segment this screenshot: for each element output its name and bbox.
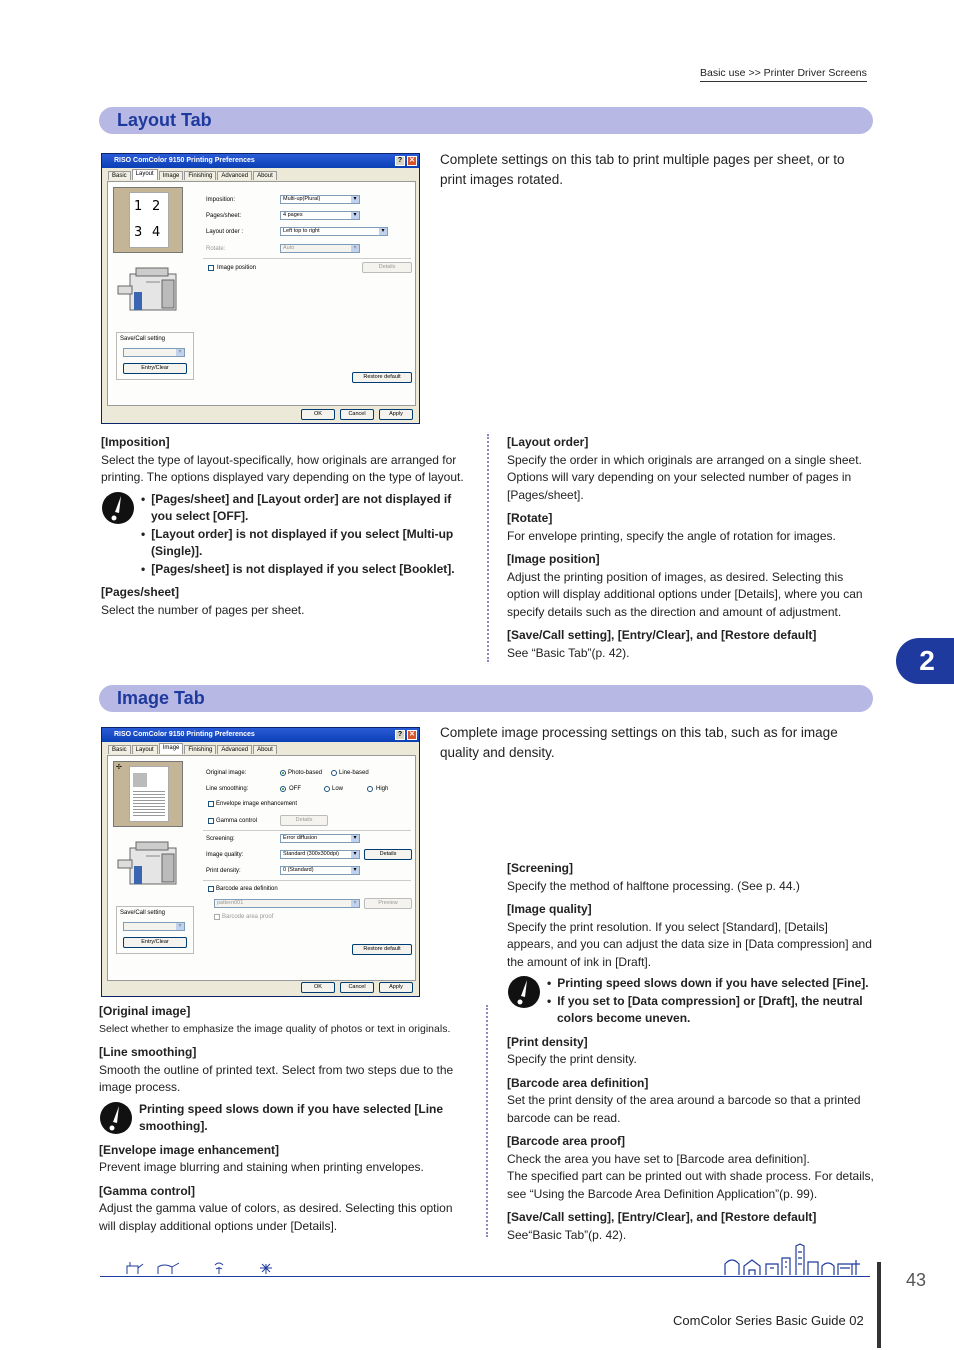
save-call-group <box>116 332 194 380</box>
printer-icon <box>116 836 186 891</box>
barcode-proof-heading: [Barcode area proof] <box>507 1134 626 1148</box>
note-list <box>547 975 875 1028</box>
preview-photo <box>133 773 147 787</box>
image-quality-text: Specify the print resolution. If you select [Standard], [Details] appears, and you can adjust the data size in [Data compression] and the amount of ink in [Draft]. <box>507 919 872 969</box>
footer-vertical-bar <box>877 1262 881 1348</box>
gamma-text: Adjust the gamma value of colors, as desired. Selecting this option will display additional options under [Details]. <box>99 1201 453 1233</box>
footer-animals-illustration <box>124 1258 284 1276</box>
dialog-titlebar <box>102 154 419 168</box>
tab-advanced: Advanced <box>217 171 252 180</box>
high-radio <box>367 786 373 792</box>
tab-layout: Layout <box>132 169 158 180</box>
section-header-layout <box>99 107 873 134</box>
quality-details-button: Details <box>364 849 412 860</box>
apply-button: Apply <box>379 409 413 420</box>
line-smoothing-heading: [Line smoothing] <box>99 1045 197 1059</box>
entry-clear-button: Entry/Clear <box>123 937 187 948</box>
footer-rule <box>100 1276 870 1277</box>
line-smoothing-text: Smooth the outline of printed text. Select from two steps due to the image process. <box>99 1062 454 1094</box>
envelope-heading: [Envelope image enhancement] <box>99 1142 280 1157</box>
layout-dialog-screenshot <box>101 153 420 424</box>
barcode-proof-label: Barcode area proof <box>222 914 274 920</box>
rotate-text: For envelope printing, specify the angle of rotation for images. <box>507 528 836 543</box>
photo-radio <box>280 770 286 776</box>
tab-finishing: Finishing <box>184 171 216 180</box>
details-button: Details <box>362 262 412 273</box>
dialog-title: RISO ComColor 9150 Printing Preferences <box>114 731 255 738</box>
off-label: OFF <box>289 786 301 792</box>
envelope-label: Envelope image enhancement <box>216 801 298 807</box>
barcode-def-text: Set the print density of the area around a barcode so that a printed barcode can be read. <box>507 1093 861 1125</box>
tab-image: Image <box>159 171 184 180</box>
line-smoothing-label: Line smoothing: <box>206 786 249 792</box>
layout-left-column <box>101 434 473 619</box>
dialog-panel <box>107 755 416 981</box>
image-position-label: Image position <box>217 265 257 271</box>
layout-preview <box>113 187 183 253</box>
layout-order-select: Left top to right ▾ <box>280 227 388 236</box>
pin-icon: ✢ <box>116 764 122 771</box>
restore-default-button: Restore default <box>352 372 412 383</box>
tab-advanced: Advanced <box>217 745 252 754</box>
rotate-heading: [Rotate] <box>507 511 553 525</box>
note-list <box>141 491 473 579</box>
tab-finishing: Finishing <box>184 745 216 754</box>
imposition-text: Select the type of layout-specifically, how originals are arranged for printing. The options displayed vary depending on the type of layout. <box>101 452 464 484</box>
tab-about: About <box>253 745 277 754</box>
image-right-column <box>507 860 875 1244</box>
restore-default-button: Restore default <box>352 944 412 955</box>
imposition-note <box>101 491 473 579</box>
apply-button: Apply <box>379 982 413 993</box>
print-density-heading: [Print density] <box>507 1034 588 1049</box>
save-call-link[interactable]: See“Basic Tab”(p. 42). <box>507 1227 627 1242</box>
dialog-title: RISO ComColor 9150 Printing Preferences <box>114 157 255 164</box>
dialog-tabs <box>108 171 278 180</box>
help-icon: ? <box>395 156 405 166</box>
print-density-label: Print density: <box>206 868 241 874</box>
image-quality-select: Standard (300x300dpi) ▾ <box>280 850 360 859</box>
cancel-button: Cancel <box>340 409 374 420</box>
column-divider <box>487 434 489 662</box>
preview-page: 1 <box>134 199 143 214</box>
close-icon: ✕ <box>407 730 417 740</box>
note-item: • [Layout order] is not displayed if you select [Multi-up (Single)]. <box>141 526 473 561</box>
guide-name: ComColor Series Basic Guide 02 <box>673 1313 864 1328</box>
divider <box>203 880 411 881</box>
screening-select: Error diffusion ▾ <box>280 834 360 843</box>
image-dialog-screenshot <box>101 727 420 997</box>
high-label: High <box>376 786 389 792</box>
layout-intro: Complete settings on this tab to print multiple pages per sheet, or to print images rotated. <box>440 152 845 187</box>
image-position-text: Adjust the printing position of images, as desired. Selecting this option will display additional options under [Details], where you can specify details such as the direction and amount of adjustment. <box>507 569 863 619</box>
dialog-tabs <box>108 745 278 754</box>
save-call-heading: [Save/Call setting], [Entry/Clear], and [Restore default] <box>507 628 817 642</box>
barcode-proof-link[interactable]: The specified part can be printed out with shade process. For details, see “Using the Barcode Area Definition Application”(p. 99). <box>507 1169 874 1201</box>
save-call-heading: [Save/Call setting], [Entry/Clear], and [Restore default] <box>507 1210 817 1224</box>
tab-about: About <box>253 171 277 180</box>
ok-button: OK <box>301 982 335 993</box>
image-position-checkbox <box>208 265 214 271</box>
note-text: Printing speed slows down if you have selected [Line smoothing]. <box>139 1101 444 1133</box>
dialog-panel <box>107 181 416 406</box>
barcode-preview-button: Preview <box>364 898 412 909</box>
original-image-text: Select whether to emphasize the image quality of photos or text in originals. <box>99 1022 451 1035</box>
print-density-text: Specify the print density. <box>507 1052 637 1066</box>
page-number: 43 <box>906 1270 927 1290</box>
divider <box>203 830 411 831</box>
gamma-checkbox <box>208 818 214 824</box>
line-radio <box>331 770 337 776</box>
image-quality-note <box>507 975 875 1028</box>
imposition-label: Imposition: <box>206 197 236 203</box>
gamma-label: Gamma control <box>216 818 258 824</box>
cancel-button: Cancel <box>340 982 374 993</box>
image-left-column <box>99 1003 471 1235</box>
entry-clear-button: Entry/Clear <box>123 363 187 374</box>
divider <box>203 258 411 259</box>
printer-icon <box>116 262 186 317</box>
preview-sheet <box>129 766 169 822</box>
original-image-label: Original image: <box>206 770 247 776</box>
rotate-select: Auto ▾ <box>280 244 360 253</box>
image-quality-heading: [Image quality] <box>507 902 592 916</box>
gamma-heading: [Gamma control] <box>99 1183 196 1198</box>
envelope-text: Prevent image blurring and staining when printing envelopes. <box>99 1160 424 1174</box>
note-item: • Printing speed slows down if you have selected [Fine]. <box>547 975 875 993</box>
help-icon: ? <box>395 730 405 740</box>
barcode-select: pattern001 ▾ <box>214 899 360 908</box>
original-image-heading: [Original image] <box>99 1004 191 1018</box>
barcode-proof-checkbox <box>214 914 220 920</box>
image-intro: Complete image processing settings on this tab, such as for image quality and density. <box>440 725 838 760</box>
screening-text: Specify the method of halftone processing. (See p. 44.) <box>507 878 800 893</box>
image-preview <box>113 761 183 827</box>
low-label: Low <box>332 786 344 792</box>
save-call-label: Save/Call setting <box>120 336 166 342</box>
photo-label: Photo-based <box>288 770 323 776</box>
column-divider <box>486 1005 488 1237</box>
save-call-select <box>123 922 185 931</box>
preview-page: 4 <box>152 225 161 240</box>
save-call-select <box>123 348 185 357</box>
layout-right-column <box>507 434 875 662</box>
image-position-heading: [Image position] <box>507 552 600 566</box>
envelope-checkbox <box>208 801 214 807</box>
barcode-def-label: Barcode area definition <box>216 886 278 892</box>
ok-button: OK <box>301 409 335 420</box>
caution-icon <box>99 1101 139 1135</box>
footer-town-illustration <box>722 1242 870 1276</box>
chapter-tab: 2 <box>896 638 954 684</box>
tab-basic: Basic <box>108 171 131 180</box>
note-item: • [Pages/sheet] and [Layout order] are not displayed if you select [OFF]. <box>141 491 473 526</box>
barcode-def-checkbox <box>208 886 214 892</box>
save-call-label: Save/Call setting <box>120 910 166 916</box>
screening-heading: [Screening] <box>507 861 574 875</box>
preview-sheet <box>129 192 169 248</box>
layout-order-text: Specify the order in which originals are arranged on a single sheet. Options will vary depending on your selected number of pages in [Pages/sheet]. <box>507 452 862 502</box>
pages-sheet-text: Select the number of pages per sheet. <box>101 602 305 617</box>
preview-text-lines <box>133 791 165 817</box>
rotate-label: Rotate: <box>206 246 226 252</box>
off-radio <box>280 786 286 792</box>
pages-sheet-heading: [Pages/sheet] <box>101 585 180 599</box>
print-density-select: 0 (Standard) ▾ <box>280 866 360 875</box>
layout-order-label: Layout order : <box>206 229 244 235</box>
save-call-group <box>116 906 194 954</box>
caution-icon <box>507 975 547 1009</box>
layout-order-heading: [Layout order] <box>507 435 589 449</box>
imposition-select: Multi-up(Plural) ▾ <box>280 195 360 204</box>
pages-sheet-label: Pages/sheet: <box>206 213 242 219</box>
note-item: • [Pages/sheet] is not displayed if you select [Booklet]. <box>141 561 473 579</box>
preview-page: 2 <box>152 199 161 214</box>
low-radio <box>324 786 330 792</box>
imposition-heading: [Imposition] <box>101 435 170 449</box>
pages-sheet-select: 4 pages ▾ <box>280 211 360 220</box>
screening-label: Screening: <box>206 836 235 842</box>
barcode-proof-text: Check the area you have set to [Barcode area definition]. <box>507 1151 810 1166</box>
image-quality-label: Image quality: <box>206 852 244 858</box>
tab-basic: Basic <box>108 745 131 754</box>
breadcrumb[interactable]: Basic use >> Printer Driver Screens <box>700 67 867 82</box>
line-label: Line-based <box>339 770 369 776</box>
gamma-details-button: Details <box>280 815 328 826</box>
save-call-link[interactable]: See “Basic Tab”(p. 42). <box>507 645 630 660</box>
dialog-titlebar <box>102 728 419 742</box>
line-smoothing-note <box>99 1101 471 1136</box>
tab-layout: Layout <box>132 745 158 754</box>
tab-image: Image <box>159 743 184 754</box>
note-item: • If you set to [Data compression] or [Draft], the neutral colors become uneven. <box>547 993 875 1028</box>
barcode-def-heading: [Barcode area definition] <box>507 1075 649 1090</box>
caution-icon <box>101 491 141 525</box>
section-title: Image Tab <box>117 688 205 708</box>
preview-page: 3 <box>134 225 143 240</box>
section-header-image <box>99 685 873 712</box>
close-icon: ✕ <box>407 156 417 166</box>
section-title: Layout Tab <box>117 110 212 130</box>
